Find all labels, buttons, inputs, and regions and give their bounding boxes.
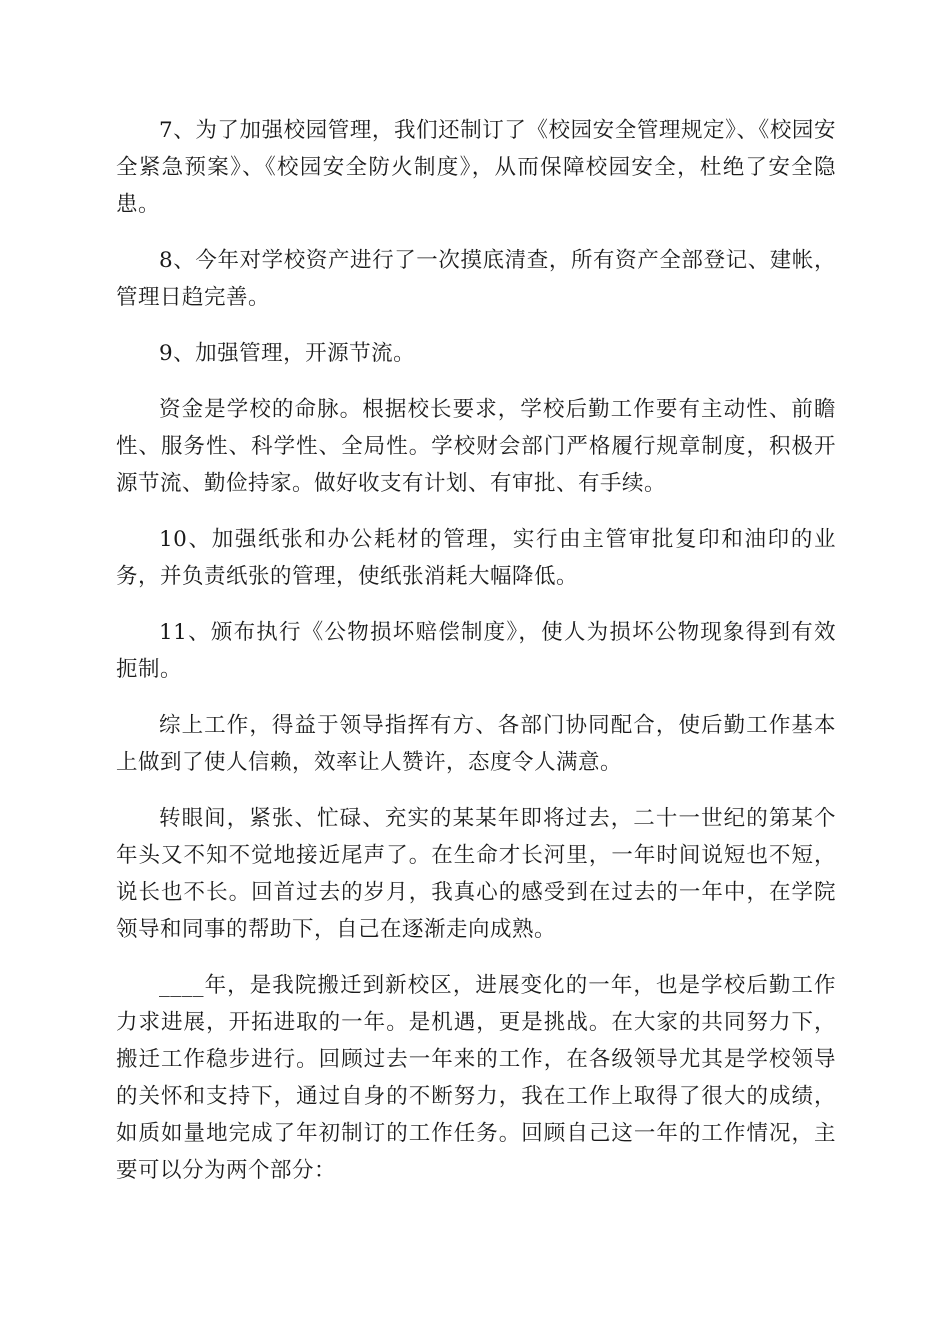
document-body bbox=[116, 112, 836, 1208]
paragraph-summary: 综上工作，得益于领导指挥有方、各部门协同配合，使后勤工作基本上做到了使人信赖，效率让人赞许，态度令人满意。 bbox=[116, 713, 836, 775]
paragraph-year-review: ____年，是我院搬迁到新校区，进展变化的一年，也是学校后勤工作力求进展，开拓进取的一年。是机遇，更是挑战。在大家的共同努力下，搬迁工作稳步进行。回顾过去一年来的工作，在各级领导尤其是学校领导的关怀和支持下，通过自身的不断努力，我在工作上取得了很大的成绩，如质如量地完成了年初制订的工作任务。回顾自己这一年的工作情况，主要可以分为两个部分： bbox=[116, 973, 836, 1183]
paragraph-item-7: 7、为了加强校园管理，我们还制订了《校园安全管理规定》、《校园安全紧急预案》、《校园安全防火制度》，从而保障校园安全，杜绝了安全隐患。 bbox=[116, 118, 836, 217]
paragraph-funds: 资金是学校的命脉。根据校长要求，学校后勤工作要有主动性、前瞻性、服务性、科学性、全局性。学校财会部门严格履行规章制度，积极开源节流、勤俭持家。做好收支有计划、有审批、有手续。 bbox=[116, 397, 836, 496]
paragraph-item-8: 8、今年对学校资产进行了一次摸底清查，所有资产全部登记、建帐，管理日趋完善。 bbox=[116, 248, 836, 310]
paragraph-item-9: 9、加强管理，开源节流。 bbox=[159, 341, 416, 366]
paragraph-reflection: 转眼间，紧张、忙碌、充实的某某年即将过去，二十一世纪的第某个年头又不知不觉地接近尾声了。在生命才长河里，一年时间说短也不短，说长也不长。回首过去的岁月，我真心的感受到在过去的一年中，在学院领导和同事的帮助下，自己在逐渐走向成熟。 bbox=[116, 806, 836, 942]
paragraph-item-11: 11、颁布执行《公物损坏赔偿制度》，使人为损坏公物现象得到有效扼制。 bbox=[116, 620, 836, 682]
paragraph-item-10: 10、加强纸张和办公耗材的管理，实行由主管审批复印和油印的业务，并负责纸张的管理，使纸张消耗大幅降低。 bbox=[116, 527, 836, 589]
